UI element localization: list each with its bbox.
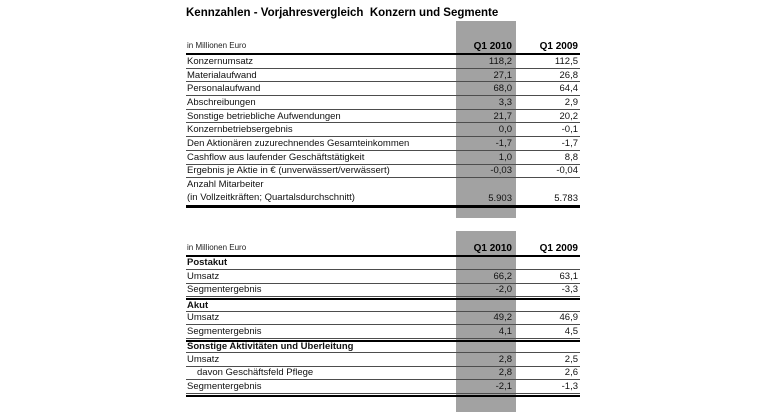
row-label-line2: (in Vollzeitkräften; Quartalsdurchschnitt)	[187, 191, 355, 203]
value-q1-2009: 4,5	[564, 325, 578, 337]
value-q1-2009: 112,5	[554, 55, 578, 67]
value-q1-2010: 2,8	[498, 367, 512, 379]
section-label: Postakut	[187, 257, 228, 269]
row-label: Segmentergebnis	[187, 325, 262, 337]
table-row	[186, 353, 580, 367]
table-row	[186, 82, 580, 96]
table-row	[186, 137, 580, 151]
value-q1-2010: 2,8	[498, 353, 512, 365]
table-row	[186, 312, 580, 326]
value-q1-2009: -0,1	[561, 124, 578, 136]
value-q1-2010: 1,0	[498, 151, 512, 163]
table-row	[186, 380, 580, 394]
konzern-table	[186, 40, 580, 208]
table-header-row	[186, 40, 580, 55]
table-row	[186, 55, 580, 69]
value-q1-2009: 64,4	[559, 83, 578, 95]
section-header-row	[186, 340, 580, 354]
table-row	[186, 151, 580, 165]
table-row	[186, 367, 580, 381]
row-label: Sonstige betriebliche Aufwendungen	[187, 110, 341, 122]
value-q1-2010: 49,2	[493, 312, 512, 324]
column-header-q1-2010: Q1 2010	[473, 242, 512, 254]
value-q1-2009: -1,7	[561, 137, 578, 149]
row-label: Umsatz	[187, 353, 220, 365]
unit-label: in Millionen Euro	[187, 41, 247, 50]
table-header-row	[186, 243, 580, 257]
unit-label: in Millionen Euro	[187, 242, 247, 252]
row-label: Personalaufwand	[187, 83, 261, 95]
table-row	[186, 165, 580, 179]
value-q1-2010: 118,2	[488, 55, 512, 67]
value-q1-2010: -1,7	[495, 137, 512, 149]
section-header-row	[186, 257, 580, 271]
row-label: Konzernbetriebsergebnis	[187, 124, 293, 136]
row-label: Umsatz	[187, 270, 220, 282]
value-q1-2010: 68,0	[493, 83, 512, 95]
row-label	[186, 179, 456, 205]
table-row	[186, 123, 580, 137]
value-q1-2009: -0,04	[556, 165, 578, 177]
row-label: Materialaufwand	[187, 69, 257, 81]
row-label: davon Geschäftsfeld Pflege	[197, 367, 314, 379]
row-label: Ergebnis je Aktie in € (unverwässert/verwässert)	[187, 165, 390, 177]
section-header-row	[186, 298, 580, 312]
value-q1-2009: 63,1	[559, 270, 578, 282]
value-q1-2010: -2,1	[495, 380, 512, 392]
value-q1-2010: 27,1	[493, 69, 512, 81]
row-label: Abschreibungen	[187, 96, 256, 108]
value-q1-2009: -1,3	[561, 380, 578, 392]
value-q1-2010: -0,03	[490, 165, 512, 177]
row-label: Segmentergebnis	[187, 380, 262, 392]
value-q1-2009: 2,9	[564, 96, 578, 108]
page-title: Kennzahlen - Vorjahresvergleich Konzern und Segmente	[186, 7, 499, 19]
value-q1-2010: 21,7	[493, 110, 512, 122]
value-q1-2009: 2,6	[564, 367, 578, 379]
column-header-q1-2010: Q1 2010	[473, 41, 512, 52]
table-row	[186, 284, 580, 298]
row-label-line1: Anzahl Mitarbeiter	[187, 179, 264, 191]
table-row	[186, 69, 580, 83]
value-q1-2009: 46,9	[559, 312, 578, 324]
row-label: Cashflow aus laufender Geschäftstätigkeit	[187, 151, 365, 163]
value-q1-2010: 3,3	[498, 96, 512, 108]
value-q1-2009: 2,5	[564, 353, 578, 365]
value-q1-2009: -3,3	[561, 284, 578, 296]
table-row	[186, 270, 580, 284]
value-q1-2009: 5.783	[554, 193, 578, 205]
value-q1-2010: 4,1	[498, 325, 512, 337]
row-label: Konzernumsatz	[187, 55, 254, 67]
value-q1-2010: 5.903	[488, 193, 512, 205]
column-header-q1-2009: Q1 2009	[539, 242, 578, 254]
section-label: Akut	[187, 299, 209, 311]
table-row	[186, 110, 580, 124]
row-label: Den Aktionären zuzurechnendes Gesamteinkommen	[187, 137, 410, 149]
table-row	[186, 96, 580, 110]
column-header-q1-2009: Q1 2009	[539, 41, 578, 52]
table-row-employees	[186, 178, 580, 205]
value-q1-2009: 26,8	[559, 69, 578, 81]
value-q1-2010: 66,2	[493, 270, 512, 282]
segment-table	[186, 243, 580, 397]
value-q1-2009: 8,8	[564, 151, 578, 163]
table-row	[186, 325, 580, 339]
value-q1-2010: -2,0	[495, 284, 512, 296]
row-label: Segmentergebnis	[187, 284, 262, 296]
row-label: Umsatz	[187, 312, 220, 324]
section-label: Sonstige Aktivitäten und Überleitung	[187, 341, 354, 353]
value-q1-2010: 0,0	[498, 124, 512, 136]
value-q1-2009: 20,2	[559, 110, 578, 122]
